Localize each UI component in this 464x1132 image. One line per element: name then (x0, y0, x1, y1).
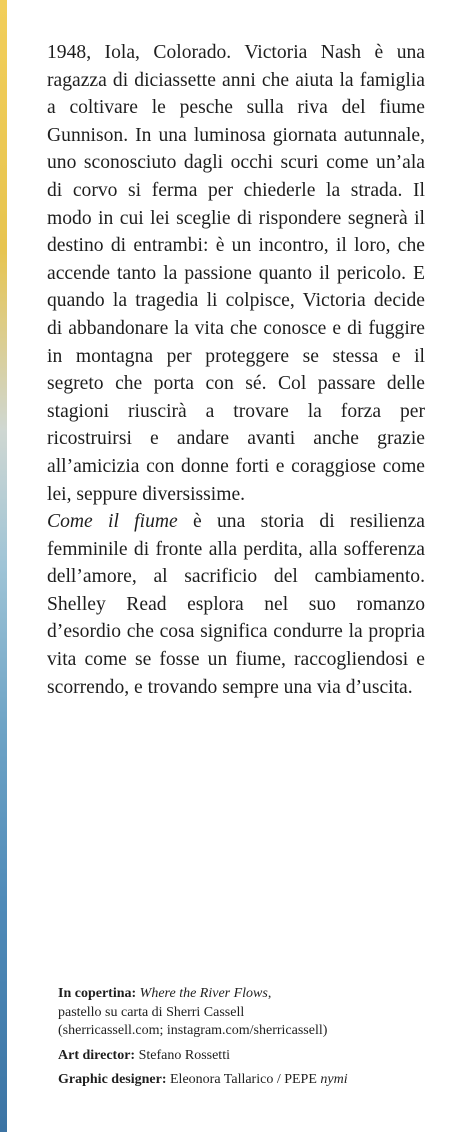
art-director-label: Art director: (58, 1047, 136, 1063)
cover-artwork-title: Where the River Flows (139, 986, 268, 1001)
cover-credit-line-3: (sherricassell.com; instagram.com/sherricassell) (58, 1023, 328, 1038)
blurb-paragraph-1: 1948, Iola, Colorado. Victoria Nash è una ragazza di diciassette anni che aiuta la famiglia a coltivare le pesche sulla riva del fiume Gunnison. In una luminosa giornata autunnale, uno sconosciuto dagli occhi scuri come un’ala di corvo si ferma per chiederle la strada. Il modo in cui lei sceglie di rispondere segnerà il destino di entrambi: è un incontro, il loro, che accende tanto la passione quanto il pericolo. E quando la tragedia li colpisce, Victoria decide di abbandonare la vita che conosce e di fuggire in montagna per proteggere se stessa e il segreto che porta con sé. Col passare delle stagioni riuscirà a trovare la forza per ricostruirsi e andare avanti anche grazie all’amicizia con donne forti e coraggiose come lei, seppure diversissime. (47, 42, 425, 505)
graphic-designer-label: Graphic designer: (58, 1072, 167, 1087)
blurb-paragraph-2 (47, 508, 425, 701)
book-title: Come il fiume (47, 511, 178, 533)
cover-credit-label: In copertina: (58, 986, 137, 1001)
cover-credit (58, 985, 418, 1041)
back-cover-blurb (47, 39, 425, 701)
art-director-name: Stefano Rossetti (138, 1047, 230, 1063)
credits-block (58, 985, 418, 1096)
cover-edge-strip (0, 0, 7, 1132)
art-director-credit (58, 1047, 418, 1066)
graphic-studio-name: nymi (320, 1072, 348, 1087)
cover-credit-line-1: In copertina: Where the River Flows, (58, 986, 272, 1001)
graphic-designer-credit (58, 1071, 418, 1090)
cover-credit-line-2: pastello su carta di Sherri Cassell (58, 1004, 245, 1020)
blurb-paragraph-2-text: è una storia di resilienza femminile di fronte alla perdita, alla sofferenza dell’amore, al sacrificio del cambiamento. Shelley Read esplora nel suo romanzo d’esordio che cosa significa condurre la propria vita come se fosse un fiume, raccogliendosi e scorrendo, e trovando sempre una via d’uscita. (47, 511, 425, 698)
graphic-designer-name: Eleonora Tallarico / PEPE (170, 1072, 317, 1087)
